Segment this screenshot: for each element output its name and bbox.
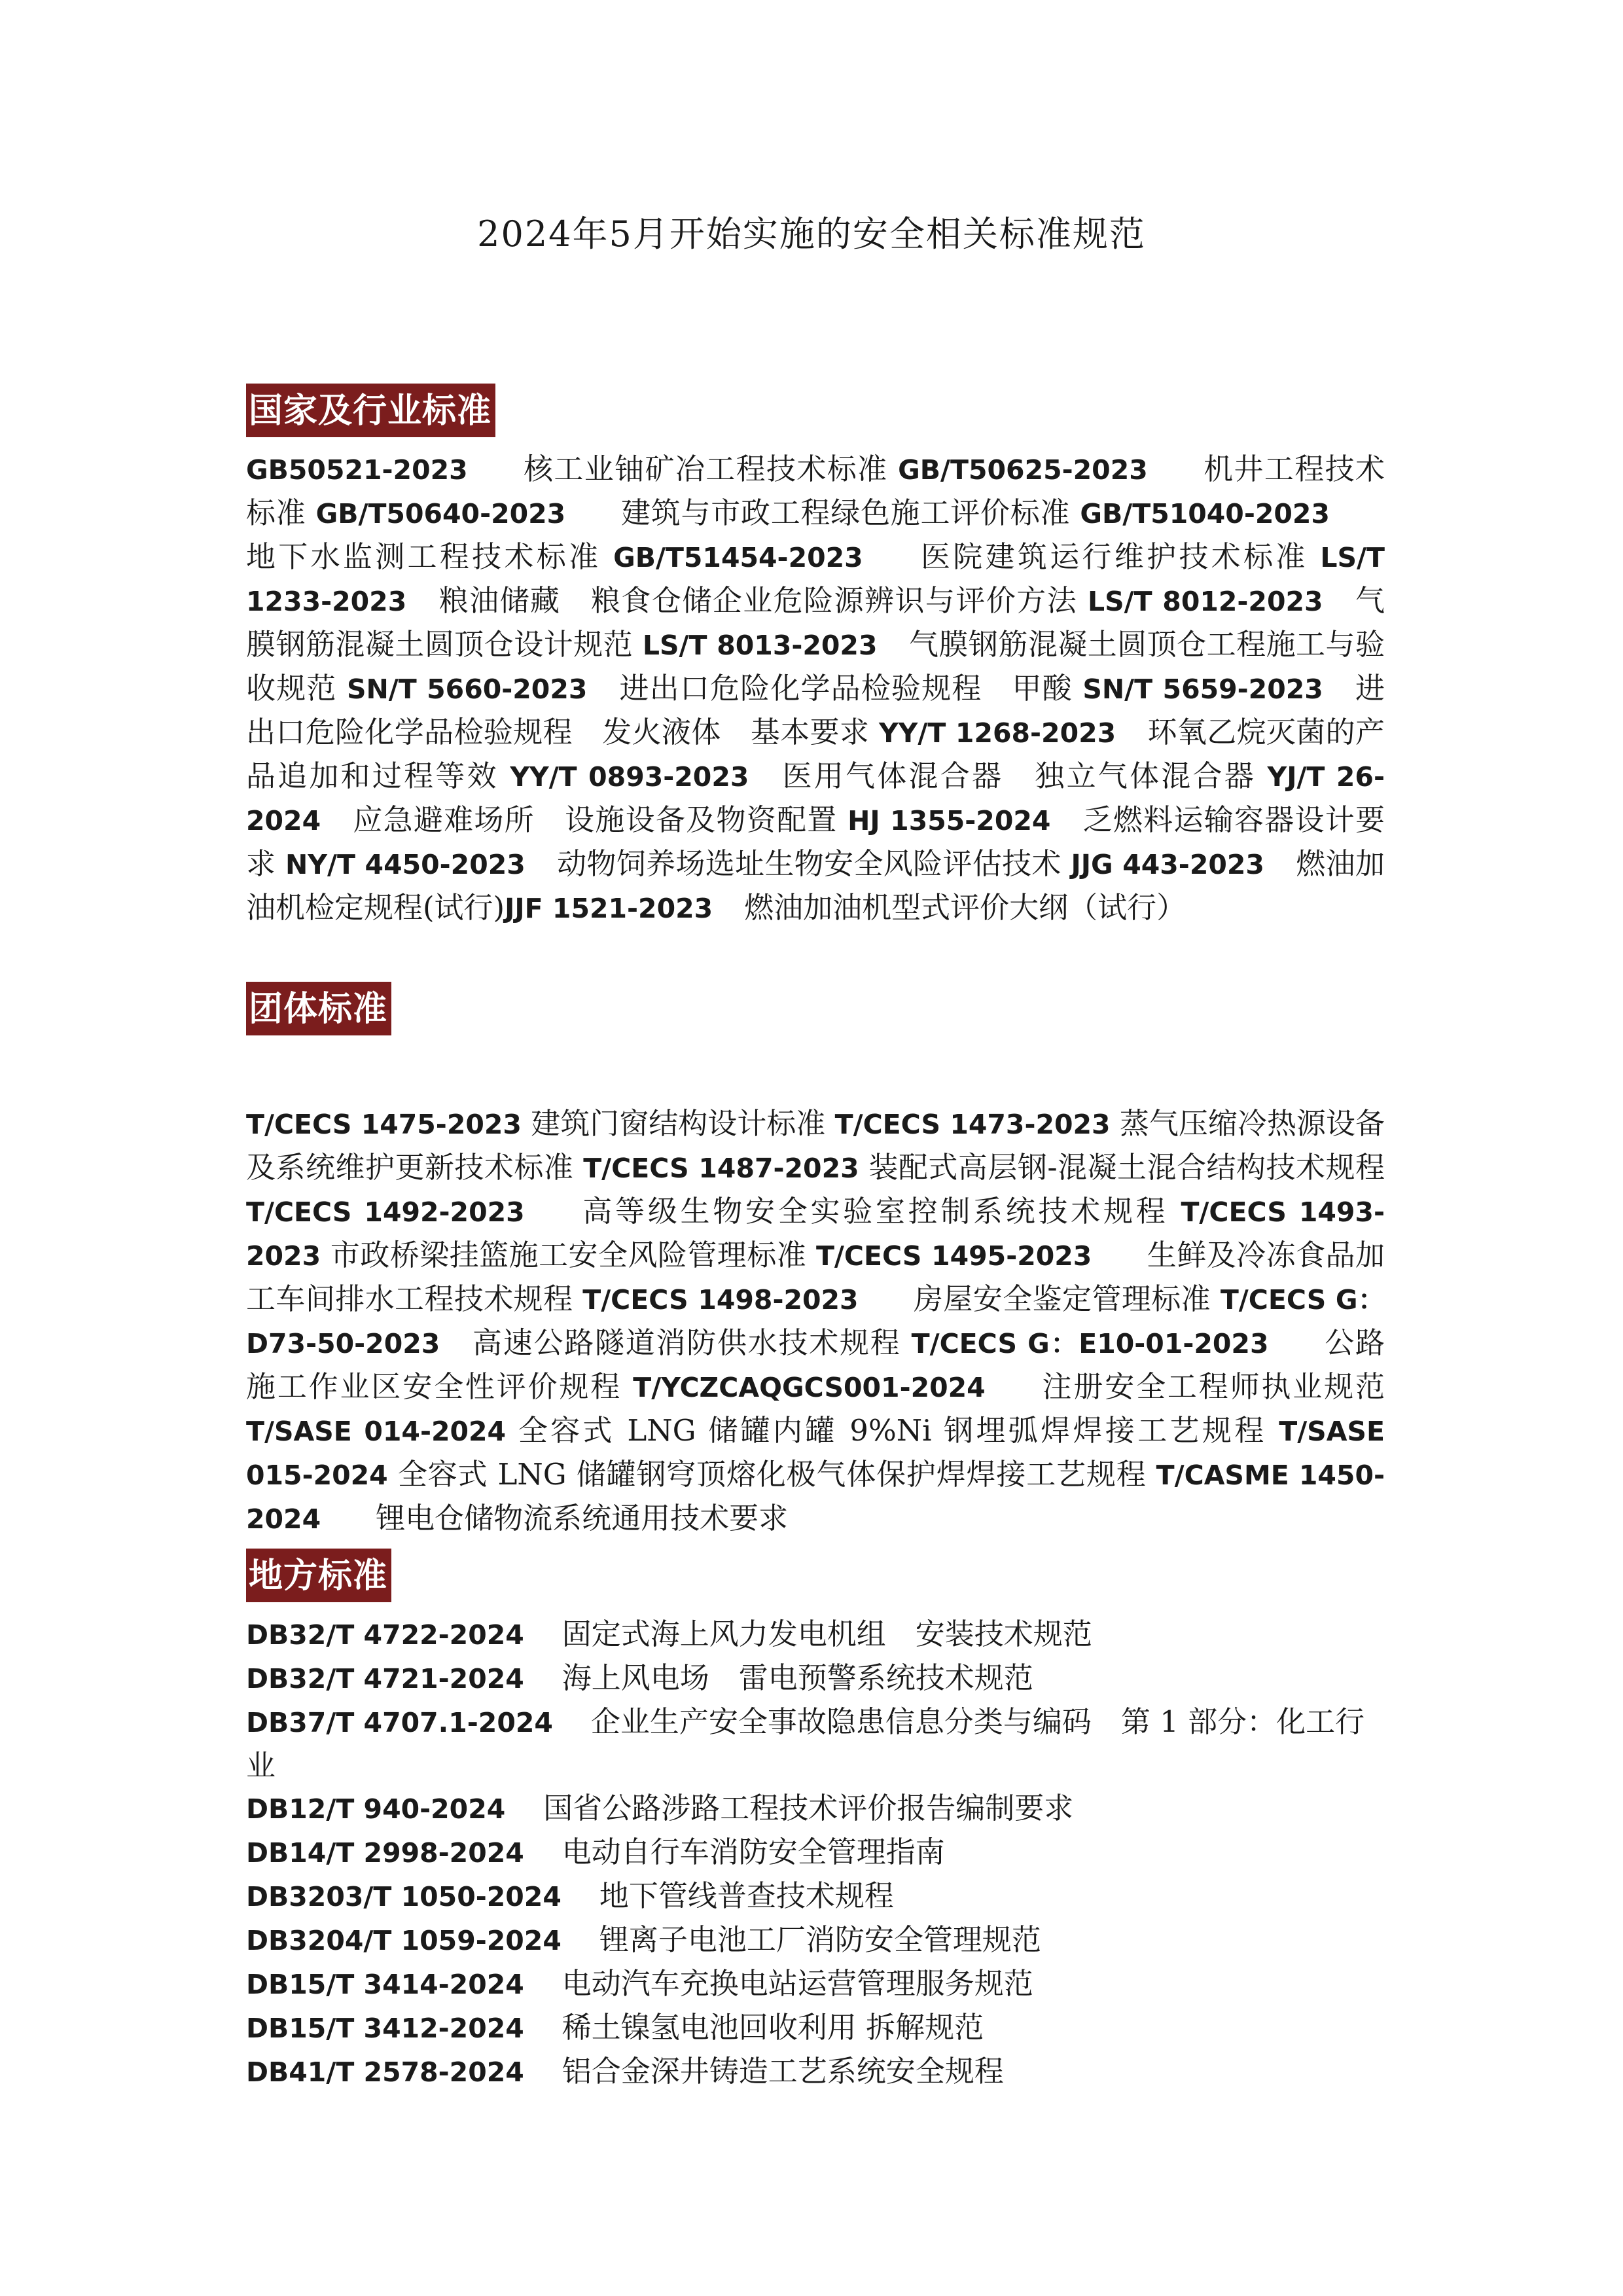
standard-name: 进出口危险化学品检验规程 发火液体 基本要求: [246, 671, 1385, 749]
standard-name: 海上风电场 雷电预警系统技术规范: [562, 1660, 1033, 1695]
standard-name: 气膜钢筋混凝土圆顶仓设计规范: [246, 583, 1385, 662]
standard-code: GB/T51454-2023: [613, 542, 863, 573]
standard-name: 应急避难场所 设施设备及物资配置: [352, 802, 838, 837]
standard-name: 电动汽车充换电站运营管理服务规范: [562, 1966, 1033, 2001]
standard-code: GB50521-2023: [246, 454, 468, 486]
standard-code: T/CASME 1450-2024: [246, 1460, 1385, 1535]
standard-name: 固定式海上风力发电机组 安装技术规范: [562, 1617, 1092, 1651]
standard-name: 地下水监测工程技术标准: [246, 539, 601, 574]
standard-code: YJ/T 26-2024: [246, 761, 1385, 836]
standard-code: T/CECS 1475-2023: [246, 1109, 522, 1140]
standard-name: 地下管线普查技术规程: [599, 1878, 894, 1913]
standard-name: 蒸气压缩冷热源设备及系统维护更新技术标准: [246, 1106, 1385, 1185]
standard-name: 燃油加油机型式评价大纲（试行）: [744, 890, 1186, 925]
standard-code: T/CECS 1487-2023: [583, 1153, 859, 1184]
list-item: [246, 1918, 1385, 1962]
standard-code: T/SASE 015-2024: [246, 1416, 1385, 1491]
standard-code: T/CECS 1473-2023: [834, 1109, 1111, 1140]
standard-name: 企业生产安全事故隐患信息分类与编码 第 1 部分：化工行业: [246, 1704, 1365, 1783]
standard-name: 房屋安全鉴定管理标准: [913, 1282, 1211, 1316]
standard-name: 装配式高层钢-混凝土混合结构技术规程: [868, 1150, 1385, 1185]
standard-code: DB32/T 4722-2024: [246, 1619, 524, 1651]
standard-name: 生鲜及冷冻食品加工车间排水工程技术规程: [246, 1238, 1385, 1316]
standard-name: 锂电仓储物流系统通用技术要求: [376, 1501, 789, 1535]
standard-code: DB3203/T 1050-2024: [246, 1881, 562, 1912]
standard-code: DB15/T 3414-2024: [246, 1969, 524, 2000]
standard-name: 气膜钢筋混凝土圆顶仓工程施工与验收规范: [246, 627, 1385, 706]
standard-code: LS/T 8013-2023: [642, 630, 878, 661]
list-item: [246, 1831, 1385, 1874]
standard-name: 全容式 LNG 储罐钢穹顶熔化极气体保护焊焊接工艺规程: [397, 1457, 1147, 1492]
standard-code: T/CECS G：D73-50-2023: [246, 1284, 1385, 1359]
standard-name: 医院建筑运行维护技术标准: [918, 539, 1308, 574]
standard-code: LS/T 8012-2023: [1087, 586, 1323, 617]
standard-code: GB/T50640-2023: [315, 498, 566, 529]
standard-name: 稀土镍氢电池回收利用 拆解规范: [562, 2010, 984, 2045]
standard-code: SN/T 5660-2023: [346, 673, 588, 705]
standard-code: T/CECS 1492-2023: [246, 1196, 525, 1228]
standard-code: LS/T 1233-2023: [246, 542, 1385, 617]
standard-code: NY/T 4450-2023: [285, 849, 526, 880]
standard-name: 建筑门窗结构设计标准: [531, 1106, 826, 1141]
standard-code: SN/T 5659-2023: [1082, 673, 1323, 705]
standard-name: 核工业铀矿冶工程技术标准: [522, 452, 888, 486]
standard-name: 动物饲养场选址生物安全风险评估技术: [556, 846, 1061, 881]
group-standards-list: [246, 1102, 1385, 1541]
section-heading-national: 国家及行业标准: [246, 384, 495, 437]
standard-name: 铝合金深井铸造工艺系统安全规程: [562, 2054, 1004, 2089]
list-item: [246, 2050, 1385, 2094]
standard-name: 高速公路隧道消防供水技术规程: [471, 1325, 901, 1360]
standard-name: 建筑与市政工程绿色施工评价标准: [620, 495, 1071, 530]
section-local: [246, 1549, 1385, 2094]
standard-name: 国省公路涉路工程技术评价报告编制要求: [543, 1791, 1074, 1825]
list-item: [246, 1700, 1385, 1787]
standard-name: 高等级生物安全实验室控制系统技术规程: [579, 1194, 1169, 1229]
standard-code: T/SASE 014-2024: [246, 1416, 507, 1447]
standard-name: 乏燃料运输容器设计要求: [246, 802, 1385, 881]
standard-code: JJF 1521-2023: [505, 893, 713, 924]
standard-code: T/CECS 1498-2023: [582, 1284, 859, 1316]
standard-name: 医用气体混合器 独立气体混合器: [780, 759, 1256, 793]
standard-name: 机井工程技术标准: [246, 452, 1385, 530]
standard-code: GB/T51040-2023: [1080, 498, 1330, 529]
standard-name: 注册安全工程师执业规范: [1040, 1369, 1385, 1404]
standard-code: DB41/T 2578-2024: [246, 2056, 524, 2088]
national-standards-list: [246, 448, 1385, 930]
standard-name: 市政桥梁挂篮施工安全风险管理标准: [330, 1238, 807, 1272]
standard-name: 全容式 LNG 储罐内罐 9%Ni 钢埋弧焊焊接工艺规程: [518, 1413, 1267, 1448]
standard-name: 粮油储藏 粮食仓储企业危险源辨识与评价方法: [438, 583, 1078, 618]
section-heading-group: 团体标准: [246, 982, 391, 1035]
standard-code: YY/T 0893-2023: [510, 761, 749, 793]
local-standards-list: [246, 1613, 1385, 2094]
standard-code: JJG 443-2023: [1071, 849, 1264, 880]
standard-name: 燃油加油机检定规程(试行): [246, 846, 1385, 925]
section-group: [246, 982, 1385, 1541]
list-item: [246, 1787, 1385, 1831]
standard-code: YY/T 1268-2023: [878, 717, 1116, 749]
standard-code: DB15/T 3412-2024: [246, 2013, 524, 2044]
page-title: 2024年5月开始实施的安全相关标准规范: [477, 213, 1146, 255]
standard-code: DB3204/T 1059-2024: [246, 1925, 562, 1956]
standard-name: 电动自行车消防安全管理指南: [562, 1835, 945, 1869]
list-item: [246, 1657, 1385, 1700]
standard-code: T/YCZCAQGCS001-2024: [633, 1372, 986, 1403]
standard-code: DB37/T 4707.1-2024: [246, 1707, 553, 1738]
standard-name: 进出口危险化学品检验规程 甲酸: [618, 671, 1073, 706]
standard-code: DB32/T 4721-2024: [246, 1663, 524, 1695]
standard-code: DB14/T 2998-2024: [246, 1837, 524, 1869]
standard-name: 锂离子电池工厂消防安全管理规范: [599, 1922, 1041, 1957]
standard-code: T/CECS 1493-2023: [246, 1196, 1385, 1272]
standard-code: GB/T50625-2023: [898, 454, 1148, 486]
section-national: [246, 384, 1385, 930]
list-item: [246, 1962, 1385, 2006]
standard-code: T/CECS 1495-2023: [815, 1240, 1092, 1272]
standard-code: T/CECS G：E10-01-2023: [911, 1328, 1269, 1359]
list-item: [246, 1874, 1385, 1918]
standard-name: 环氧乙烷灭菌的产品追加和过程等效: [246, 715, 1385, 793]
list-item: [246, 1613, 1385, 1657]
list-item: [246, 2006, 1385, 2050]
standard-code: HJ 1355-2024: [847, 805, 1051, 836]
standard-code: DB12/T 940-2024: [246, 1793, 506, 1825]
standard-name: 公路施工作业区安全性评价规程: [246, 1325, 1385, 1404]
section-heading-local: 地方标准: [246, 1549, 391, 1602]
